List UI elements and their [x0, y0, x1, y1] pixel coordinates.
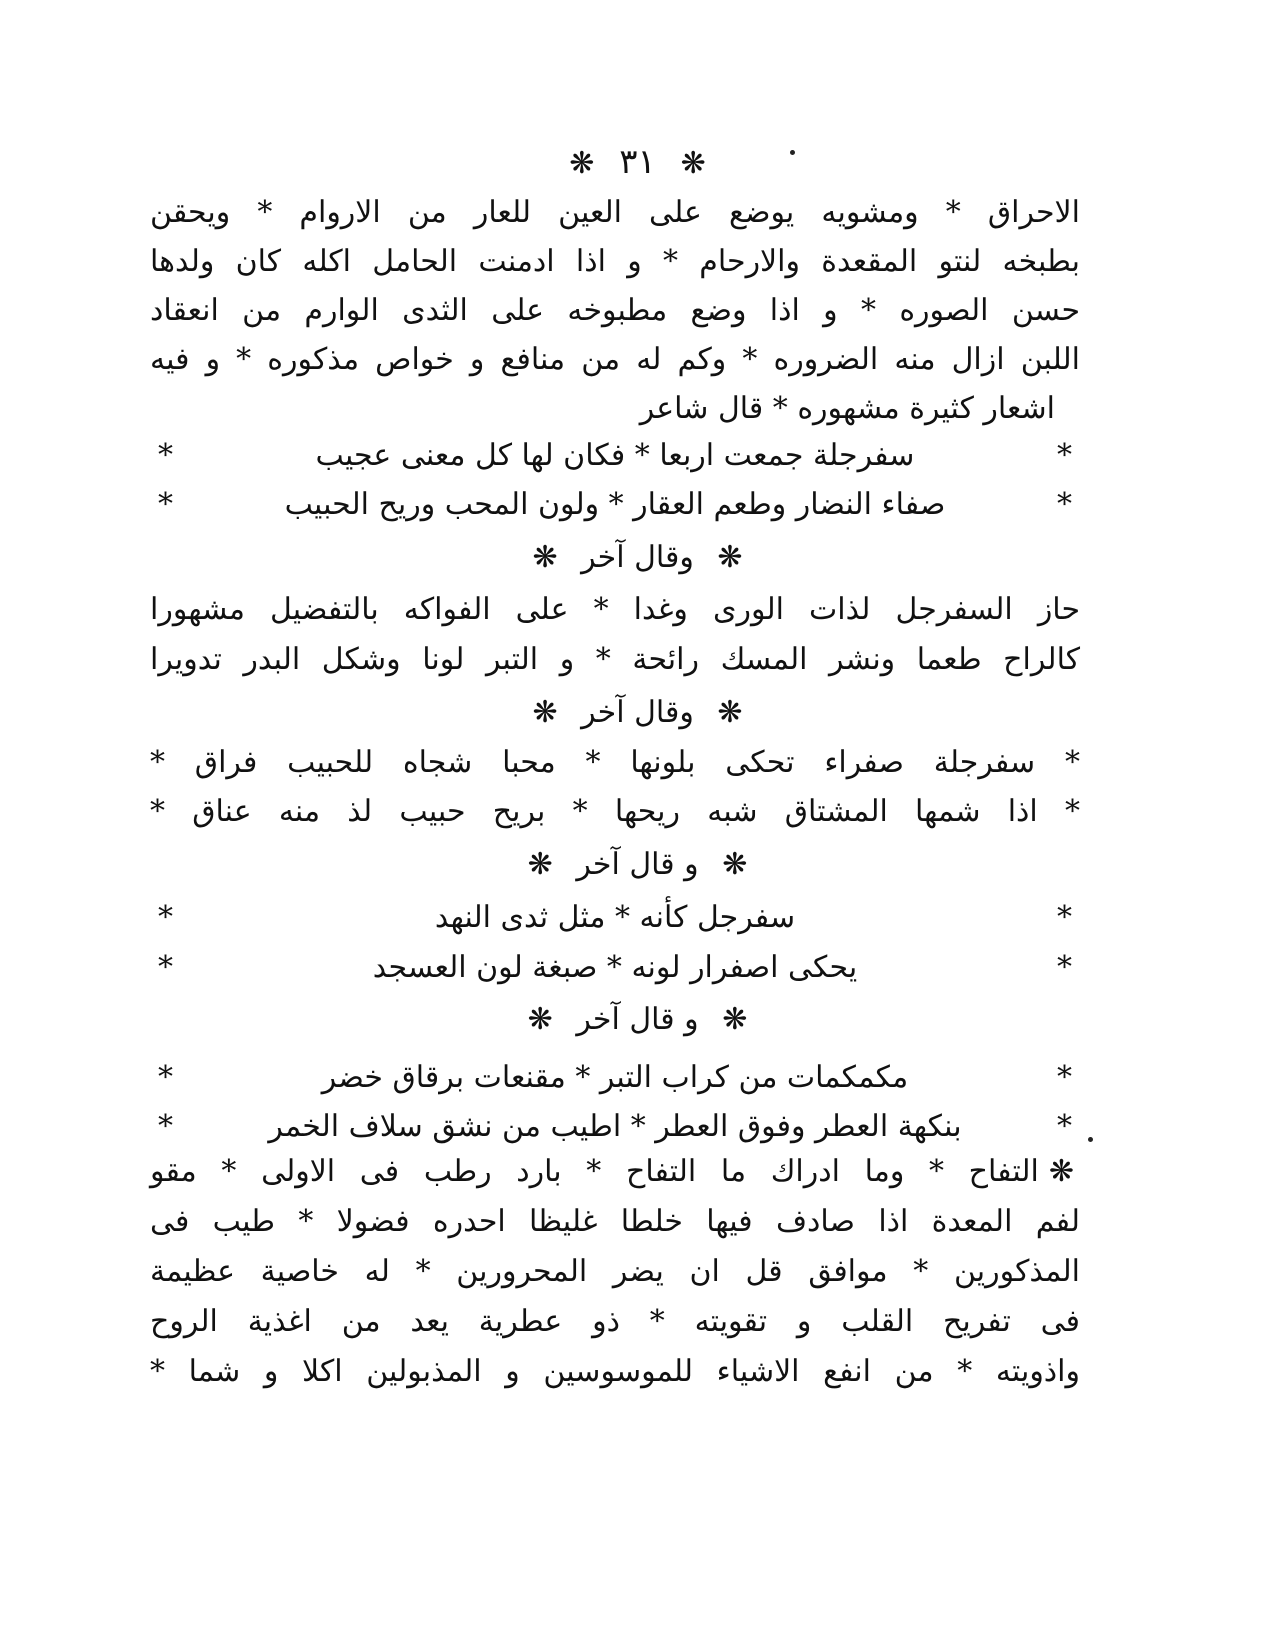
ornament-icon: ❋: [722, 847, 748, 882]
text-line: [150, 1152, 1080, 1192]
speck: [790, 150, 795, 155]
text-line: المذكورين * موافق قل ان يضر المحرورين * له خاصية عظيمة: [150, 1254, 1080, 1289]
star-marker: *: [158, 1109, 173, 1144]
star-marker: *: [158, 438, 173, 473]
ornament-icon: ❋: [532, 695, 558, 730]
verse-line: [150, 948, 1080, 988]
ornament-icon: ❋: [569, 146, 595, 181]
text-line: كالراح طعما ونشر المسك رائحة * و التبر لونا وشكل البدر تدويرا: [150, 642, 1080, 677]
star-marker: *: [1057, 950, 1072, 985]
text-line: واذويته * من انفع الاشياء للموسوسين و المذبولين اكلا و شما *: [150, 1354, 1080, 1389]
star-marker: *: [1057, 1060, 1072, 1095]
page-number-header: [0, 140, 1275, 186]
section-heading: [0, 845, 1275, 885]
heading-text: و قال آخر: [576, 847, 699, 882]
ornament-icon: ❋: [722, 1002, 748, 1037]
ornament-icon: ❋: [527, 847, 553, 882]
verse-text: بنكهة العطر وفوق العطر * اطيب من نشق سلاف الخمر: [268, 1109, 962, 1144]
text-line: اشعار كثيرة مشهوره * قال شاعر: [639, 391, 1055, 426]
heading-text: و قال آخر: [576, 1002, 699, 1037]
heading-text: وقال آخر: [581, 695, 694, 730]
ornament-icon: ❋: [717, 695, 743, 730]
ornament-icon: ❋: [680, 146, 706, 181]
text-line: لفم المعدة اذا صادف فيها خلطا غليظا احدره فضولا * طيب فى: [150, 1204, 1080, 1239]
verse-line: [150, 1107, 1080, 1147]
verse-text: صفاء النضار وطعم العقار * ولون المحب وريح الحبيب: [284, 487, 946, 522]
star-marker: *: [1057, 438, 1072, 473]
verse-line: [150, 485, 1080, 525]
text-line: فى تفريح القلب و تقويته * ذو عطرية يعد من اغذية الروح: [150, 1304, 1080, 1339]
verse-text: يحكى اصفرار لونه * صبغة لون العسجد: [372, 950, 858, 985]
star-marker: *: [1057, 1109, 1072, 1144]
text-line-content: التفاح * وما ادراك ما التفاح * بارد رطب فى الاولى * مقو: [150, 1154, 1039, 1189]
page-number: ٣١: [619, 142, 656, 182]
verse-line: [150, 1058, 1080, 1098]
text-line: * سفرجلة صفراء تحكى بلونها * محبا شجاه للحبيب فراق *: [150, 745, 1080, 780]
speck: [1088, 1137, 1093, 1142]
verse-line: [150, 898, 1080, 938]
text-line: * اذا شمها المشتاق شبه ريحها * بريح حبيب لذ منه عناق *: [150, 794, 1080, 829]
ornament-icon: ❋: [717, 540, 743, 575]
section-heading: [0, 538, 1275, 578]
text-line: بطبخه لنتو المقعدة والارحام * و اذا ادمنت الحامل اكله كان ولدها: [150, 244, 1080, 279]
section-heading: [0, 693, 1275, 733]
star-marker: *: [158, 487, 173, 522]
text-line: اللبن ازال منه الضروره * وكم له من منافع و خواص مذكوره * و فيه: [150, 342, 1080, 377]
star-marker: *: [158, 900, 173, 935]
heading-text: وقال آخر: [581, 540, 694, 575]
ornament-icon: ❋: [1048, 1154, 1074, 1189]
ornament-icon: ❋: [532, 540, 558, 575]
star-marker: *: [158, 950, 173, 985]
verse-text: سفرجلة جمعت اربعا * فكان لها كل معنى عجيب: [315, 438, 915, 473]
section-heading: [0, 1000, 1275, 1040]
ornament-icon: ❋: [527, 1002, 553, 1037]
star-marker: *: [1057, 900, 1072, 935]
text-line: حسن الصوره * و اذا وضع مطبوخه على الثدى الوارم من انعقاد: [150, 293, 1080, 328]
verse-text: مكمكمات من كراب التبر * مقنعات برقاق خضر: [321, 1060, 909, 1095]
text-line: الاحراق * ومشويه يوضع على العين للعار من الاروام * ويحقن: [150, 195, 1080, 230]
star-marker: *: [158, 1060, 173, 1095]
star-marker: *: [1057, 487, 1072, 522]
text-line: حاز السفرجل لذات الورى وغدا * على الفواكه بالتفضيل مشهورا: [150, 592, 1080, 627]
verse-line: [150, 436, 1080, 476]
verse-text: سفرجل كأنه * مثل ثدى النهد: [434, 900, 796, 935]
